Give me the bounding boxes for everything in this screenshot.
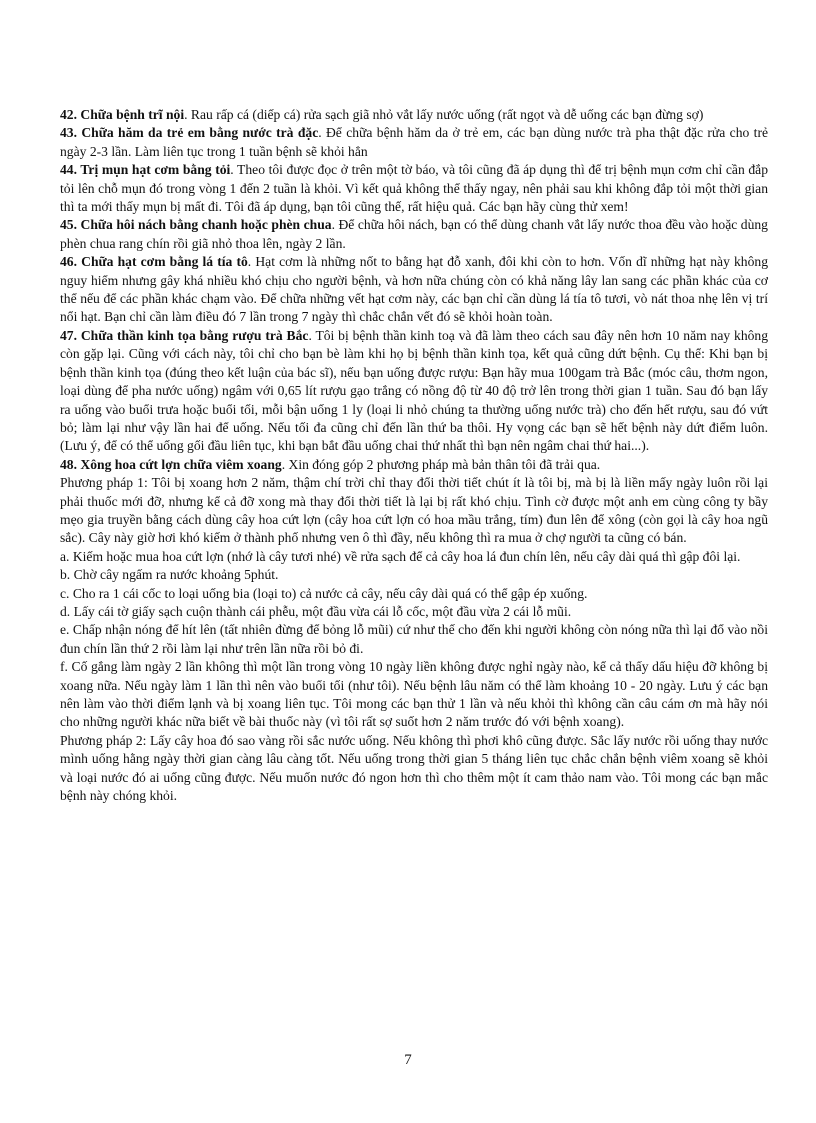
paragraph-step-f: f. Cố gắng làm ngày 2 lần không thì một lần trong vòng 10 ngày liền không được nghỉ ngày nào, kể cả thấy dấu hiệu đỡ không bị xoang nữa. Nếu ngày làm 1 lần thì nên vào buổi tối (như tôi). Nếu bệnh lâu năm có thể làm khoảng 10 - 20 ngày. Lưu ý các bạn nên làm vào thời điểm lạnh và bị xoang liên tục. Tôi mong các bạn thử 1 lần và nếu khỏi thì không cần câu cám ơn mà hãy nói cho những người khác nữa biết về bài thuốc này (vì tôi rất sợ suốt hơn 2 năm trước đó với bệnh xoang). [60,659,768,730]
paragraph-method-1: Phương pháp 1: Tôi bị xoang hơn 2 năm, thậm chí trời chỉ thay đổi thời tiết chút ít là tôi bị, mà bị là liền mấy ngày luôn rồi lại phải thuốc mới đỡ, nhưng kể cả đỡ xong mà thay đổi thời tiết là lại bị rất khó chịu. Tình cờ được một anh em cùng công ty bầy mẹo gia truyền bằng cách dùng cây hoa cứt lợn (cây hoa cứt lợn có hoa mầu trắng, tím) đun lên để xông (còn gọi là cây hoa ngũ sắc). Cây này giờ hơi khó kiếm ở thành phố nhưng ven ô thì đầy, nếu không thì ra mua ở chợ người ta cũng có bán. [60,475,768,546]
section-48 [60,456,768,474]
section-title: 48. Xông hoa cứt lợn chữa viêm xoang [60,456,282,472]
section-body: . Theo tôi được đọc ở trên một tờ báo, và tôi cũng đã áp dụng thì để trị bệnh mụn cơm chỉ cần đắp tỏi lên chỗ mụn đó trong vòng 1 đến 2 tuần là khỏi. Vì kết quả không thể thấy ngay, nên phải sau khi không đắp tỏi một thời gian thì ta mới thấy mụn bị mất đi. Tôi đã áp dụng, bạn tôi cũng thế, rất hiệu quả. Các bạn hãy cùng thử xem! [60,162,768,215]
section-47 [60,327,768,456]
section-45 [60,216,768,253]
page-number: 7 [404,1052,412,1068]
section-body: . Hạt cơm là những nốt to bằng hạt đỗ xanh, đôi khi còn to hơn. Vốn dĩ những hạt này không nguy hiểm nhưng gây khá nhiều khó chịu cho người bệnh, và hơn nữa chúng còn có khả năng lây lan sang các phần khác của cơ thể nếu để các phần khác chạm vào. Để chữa những vết hạt cơm này, các bạn chỉ cần dùng lá tía tô tươi, vò nát thoa nhẹ lên vị trí nổi hạt. Bạn chỉ cần làm điều đó 7 lần trong 7 ngày thì chắc chắn vết đó sẽ khỏi hoàn toàn. [60,254,768,325]
section-title: 47. Chữa thần kinh tọa bằng rượu trà Bắc [60,327,309,343]
paragraph-step-e: e. Chấp nhận nóng để hít lên (tất nhiên đừng để bỏng lỗ mũi) cứ như thế cho đến khi người không còn nóng nữa thì lại đổ vào nồi đun chín lần thứ 2 rồi làm lại như trên lần nữa rồi bỏ đi. [60,622,768,656]
section-title: 42. Chữa bệnh trĩ nội [60,107,185,122]
section-44 [60,161,768,216]
document-page [60,106,768,805]
section-body: . Để chữa bệnh hăm da ở trẻ em, các bạn dùng nước trà pha thật đặc rửa cho trẻ ngày 2-3 lần. Làm liên tục trong 1 tuần bệnh sẽ khỏi hẳn [60,125,769,159]
section-46 [60,253,768,327]
section-42 [60,106,768,124]
section-title: 45. Chữa hôi nách bằng chanh hoặc phèn chua [60,217,332,233]
paragraph-step-b: b. Chờ cây ngấm ra nước khoảng 5phút. [60,567,279,583]
section-title: 44. Trị mụn hạt cơm bằng tỏi [60,162,231,178]
section-43 [60,124,768,161]
paragraph-step-d: d. Lấy cái tờ giấy sạch cuộn thành cái phễu, một đầu vừa cái lỗ cốc, một đầu vừa 2 cái lỗ mũi. [60,603,572,619]
paragraph-step-a: a. Kiếm hoặc mua hoa cứt lợn (nhớ là cây tươi nhé) về rửa sạch để cả cây hoa lá đun chín lên, nếu cây dài quá thì gập đôi lại. [60,548,741,564]
section-body: . Xin đóng góp 2 phương pháp mà bản thân tôi đã trải qua. [281,456,601,472]
paragraph-method-2: Phương pháp 2: Lấy cây hoa đó sao vàng rồi sắc nước uống. Nếu không thì phơi khô cũng được. Sắc lấy nước rồi uống thay nước mình uống hằng ngày thời gian càng lâu càng tốt. Nếu uống trong thời gian 5 tháng liên tục chắc chắn bệnh viêm xoang sẽ khỏi và loại nước đó ai uống cũng được. Nếu muốn nước đó ngon hơn thì cho thêm một ít cam thảo nam vào. Tôi mong các bạn mắc bệnh này chóng khỏi. [60,732,768,804]
section-body: . Tôi bị bệnh thần kinh toạ và đã làm theo cách sau đây nên hơn 10 năm nay không còn gặp lại. Cũng với cách này, tôi chỉ cho bạn bè làm khi họ bị bệnh thần kinh tọa, kết quả cũng dứt bệnh. Cụ thể: Khi bạn bị bệnh thần kinh tọa (đúng theo kết luận của bác sĩ), nếu bạn uống được rượu: Bạn hãy mua 100gam trà Bắc (móc câu, thơm ngon, loại dùng để pha nước uống) ngâm với 0,65 lít rượu gạo trắng có nồng độ từ 40 độ trở lên trong thời gian 1 tuần. Sau đó bạn lấy ra uống vào buổi trưa hoặc buổi tối, mỗi bận uống 1 ly (loại li nhỏ chúng ta thường uống nước trà) cho đến hết rượu, sau đó vứt bỏ; làm lại như vậy lần hai để uống. Nếu tối đa cũng chỉ đến lần thứ ba thôi. Hy vọng các bạn sẽ hết bệnh này dứt điểm luôn. (Lưu ý, để có thể uống gối đầu liên tục, khi bạn bắt đầu uống chai thứ nhất thì bạn nên ngâm chai thứ hai...). [60,327,769,454]
section-title: 43. Chữa hăm da trẻ em bằng nước trà đặc [60,125,319,141]
section-body: . Để chữa hôi nách, bạn có thể dùng chanh vắt lấy nước thoa đều vào hoặc dùng phèn chua rang chín rồi giã nhỏ thoa lên, ngày 2 lần. [60,217,768,251]
section-title: 46. Chữa hạt cơm bằng lá tía tô [60,254,248,270]
section-body: . Rau rấp cá (diếp cá) rửa sạch giã nhỏ vắt lấy nước uống (rất ngọt và dễ uống các bạn đừng sợ) [184,107,704,122]
paragraph-step-c: c. Cho ra 1 cái cốc to loại uống bia (loại to) cả nước cả cây, nếu cây dài quá có thể gập ép xuống. [60,585,588,601]
